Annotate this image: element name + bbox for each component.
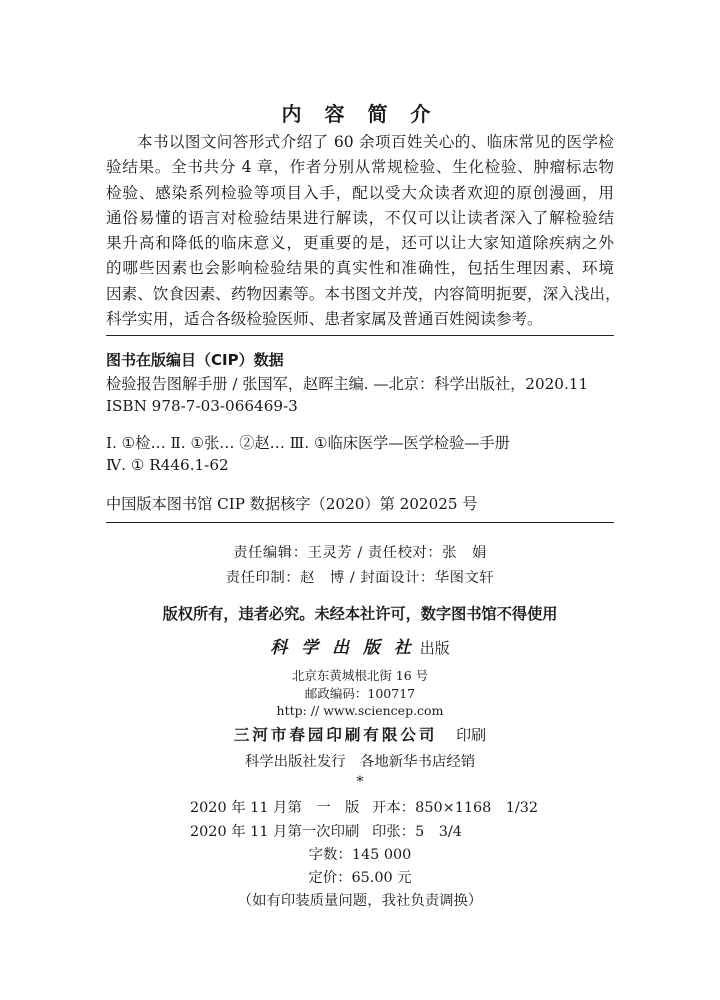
abstract-line: 验结果。全书共分 4 章，作者分别从常规检验、生化检验、肿瘤标志物: [106, 158, 614, 177]
copyright-notice: 版权所有，违者必究。未经本社许可，数字图书馆不得使用: [162, 605, 558, 623]
divider-top: [106, 335, 614, 336]
print-date: 2020 年 11 月第一次印刷: [190, 824, 360, 840]
publisher-suffix: 出版: [419, 639, 450, 657]
book-format: 开本：850×1168 1/32: [372, 800, 539, 816]
quality-note: （如有印装质量问题，我社负责调换）: [237, 893, 483, 909]
printer-row: [0, 723, 720, 745]
publisher-postcode: 邮政编码：100717: [304, 686, 416, 701]
cip-class-number: Ⅳ. ① R446.1-62: [106, 456, 229, 474]
edition-date: 2020 年 11 月第 一 版: [190, 800, 360, 816]
printed-sheets: 印张：5 3/4: [372, 824, 462, 840]
abstract-line: 本书以图文问答形式介绍了 60 余项百姓关心的、临床常见的医学检: [137, 133, 614, 151]
publisher-url: http: // www.sciencep.com: [276, 703, 444, 718]
distribution-line: 科学出版社发行 各地新华书店经销: [244, 754, 476, 770]
abstract-line: 果升高和降低的临床意义，更重要的是，还可以让大家知道除疾病之外: [106, 234, 614, 253]
publisher-row: [0, 633, 720, 658]
asterisk-separator: *: [356, 774, 364, 790]
cip-isbn: ISBN 978-7-03-066469-3: [106, 397, 298, 415]
word-count: 字数：145 000: [308, 847, 412, 863]
publisher-address: 北京东黄城根北街 16 号: [291, 668, 429, 683]
abstract-line: 因素、饮食因素、药物因素等。本书图文并茂，内容简明扼要，深入浅出，: [106, 284, 621, 303]
abstract-line: 的哪些因素也会影响检验结果的真实性和准确性，包括生理因素、环境: [106, 259, 614, 278]
printing-staff-line: 责任印制：赵 博 / 封面设计：华图文轩: [225, 570, 495, 586]
editors-line: 责任编辑：王灵芳 / 责任校对：张 娟: [233, 545, 487, 561]
abstract-line: 科学实用，适合各级检验医师、患者家属及普通百姓阅读参考。: [106, 310, 543, 329]
cip-heading: 图书在版编目（CIP）数据: [106, 351, 284, 369]
divider-bottom: [106, 522, 614, 523]
cip-title-line: 检验报告图解手册 / 张国军，赵晖主编. —北京：科学出版社，2020.11: [106, 375, 589, 393]
printer-suffix: 印刷: [456, 726, 487, 744]
page-title: 内 容 简 介: [281, 102, 439, 126]
price: 定价：65.00 元: [308, 870, 412, 886]
cip-classification: Ⅰ. ①检… Ⅱ. ①张… ②赵… Ⅲ. ①临床医学—医学检验—手册: [106, 434, 510, 452]
abstract-paragraph: [106, 130, 621, 332]
printer-name: 三河市春园印刷有限公司: [233, 725, 438, 744]
abstract-line: 通俗易懂的语言对检验结果进行解读，不仅可以让读者深入了解检验结: [106, 208, 614, 227]
abstract-line: 检验、感染系列检验等项目入手，配以受大众读者欢迎的原创漫画，用: [106, 183, 614, 202]
publisher-name: 科 学 出 版 社: [270, 638, 415, 658]
cip-approval-number: 中国版本图书馆 CIP 数据核字（2020）第 202025 号: [106, 495, 478, 513]
